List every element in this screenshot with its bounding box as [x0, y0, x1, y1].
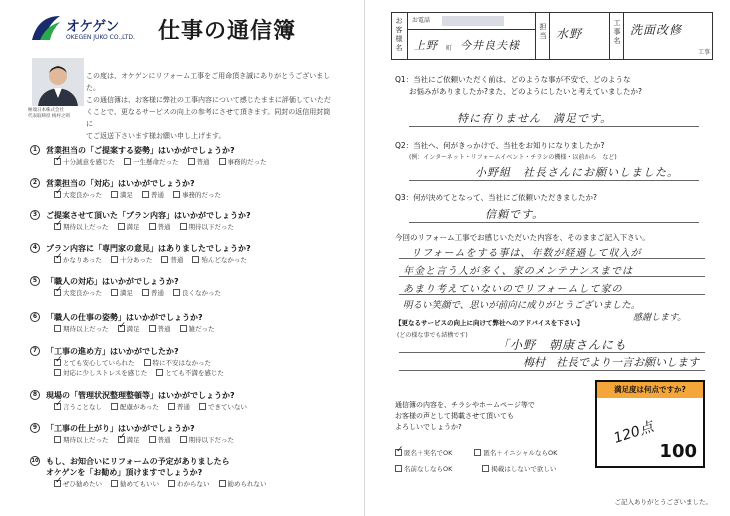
checked-box-icon[interactable]	[54, 403, 61, 410]
option-label: 名前なしならOK	[404, 465, 453, 473]
question-options	[54, 479, 276, 488]
option-checkbox[interactable]	[111, 479, 159, 488]
option-checkbox[interactable]	[118, 324, 140, 333]
q4-text: 今回のリフォーム工事でお感じいただいた内容を、そのままご記入下さい。	[395, 233, 650, 242]
question-options	[54, 402, 256, 411]
option-checkbox[interactable]	[474, 448, 557, 457]
option-label: 期待以上だった	[63, 325, 109, 333]
q2-answer: 小野組 社長さんにお願いしました。	[475, 166, 679, 179]
question-options	[54, 288, 230, 297]
customer-info-table	[391, 12, 713, 60]
question-number: 10	[31, 458, 39, 464]
option-checkbox[interactable]	[54, 288, 102, 297]
option-label: 普通	[151, 289, 164, 297]
option-checkbox[interactable]	[142, 288, 164, 297]
checkbox-icon[interactable]	[168, 480, 175, 487]
option-checkbox[interactable]	[180, 435, 235, 444]
checkbox-icon[interactable]	[173, 289, 180, 296]
option-label: 普通	[151, 191, 164, 199]
publish-line: 通信簿の内容を、チラシやホームページ等で	[395, 401, 535, 409]
caption-name: 代表取締役 梅村之則	[28, 114, 70, 119]
option-label: 事務的だった	[227, 158, 267, 166]
question-options	[54, 222, 243, 231]
intro-line: くことで、更なるサービスの向上の参考にさせて頂きます。同封の返信用封筒に	[86, 108, 331, 128]
option-checkbox[interactable]	[54, 255, 102, 264]
option-label: 期待以下だった	[188, 436, 234, 444]
option-label: ぜひ勧めたい	[63, 480, 102, 488]
question-text: 現場の「管理状況整理整頓等」はいかがでしょうか?	[46, 391, 235, 400]
checkbox-icon[interactable]	[118, 223, 125, 230]
answer-line	[399, 294, 705, 295]
option-label: 良くなかった	[182, 289, 221, 297]
option-label: とても安心していられた	[63, 359, 135, 367]
checkbox-icon[interactable]	[144, 359, 151, 366]
work-suffix: 工事	[697, 49, 710, 56]
answer-line	[399, 370, 705, 371]
option-label: できていない	[207, 403, 247, 411]
checkbox-icon[interactable]	[54, 369, 61, 376]
question-text: 「職人の仕事の姿勢」はいかがでしょうか?	[46, 313, 203, 322]
option-label: 普通	[157, 325, 171, 333]
option-checkbox[interactable]	[111, 255, 152, 264]
checkbox-icon[interactable]	[142, 289, 149, 296]
option-label: 事務的だった	[182, 191, 221, 199]
option-checkbox[interactable]	[111, 190, 133, 199]
option-label: 勧めてもいい	[120, 480, 159, 488]
option-label: 大変良かった	[63, 289, 102, 297]
staff-handwritten: 水野	[556, 27, 583, 41]
checkbox-icon[interactable]	[149, 325, 156, 332]
option-label: 配慮があった	[120, 403, 159, 411]
question-options	[54, 358, 220, 367]
question-number: 6	[30, 312, 40, 322]
intro-line: てご返送下さいます様お願い申し上げます。	[86, 132, 226, 140]
option-label: 大変良かった	[63, 191, 102, 199]
question-options	[54, 324, 224, 333]
checkbox-icon[interactable]	[111, 289, 118, 296]
q4-answer-line-3: あまり考えていないのでリフォームして家の	[403, 284, 623, 295]
checkbox-icon[interactable]	[124, 158, 131, 165]
checkbox-icon[interactable]	[149, 436, 156, 443]
option-checkbox[interactable]	[199, 402, 247, 411]
option-checkbox[interactable]	[54, 190, 102, 199]
customer-name-cell	[408, 13, 536, 59]
checked-box-icon[interactable]	[118, 436, 125, 443]
option-label: 満足	[120, 191, 133, 199]
option-label: 対応に少しストレスを感じた	[63, 369, 148, 377]
question-text-2: オケゲンを「お勧め」頂けますでしょうか?	[46, 468, 203, 477]
publish-line: よろしいでしょうか?	[395, 423, 462, 431]
option-label: 特に不安はなかった	[152, 359, 211, 367]
checkbox-icon[interactable]	[111, 480, 118, 487]
checkbox-icon[interactable]	[482, 465, 489, 472]
checked-box-icon[interactable]	[54, 158, 61, 165]
publish-question	[395, 400, 535, 433]
option-label: 十分あった	[119, 256, 153, 264]
q5-answer-line-2: 梅村 社長でより一言お願いします	[523, 356, 699, 369]
question-options	[54, 435, 243, 444]
checkbox-icon[interactable]	[474, 449, 481, 456]
phone-redacted	[442, 16, 504, 26]
checkbox-icon[interactable]	[111, 191, 118, 198]
q5-sub: (どの様な事でも結構です)	[397, 332, 468, 339]
option-checkbox[interactable]	[54, 324, 109, 333]
question-options	[54, 255, 256, 264]
town-handwritten: 上野	[414, 39, 438, 52]
checked-box-icon[interactable]	[54, 480, 61, 487]
option-checkbox[interactable]	[173, 288, 221, 297]
checkbox-icon[interactable]	[180, 436, 187, 443]
checkbox-icon[interactable]	[180, 325, 187, 332]
checkbox-icon[interactable]	[149, 223, 156, 230]
option-checkbox[interactable]	[192, 255, 247, 264]
option-label: 普通	[157, 223, 171, 231]
option-label: 勧められない	[227, 480, 267, 488]
work-handwritten: 洗面改修	[630, 23, 683, 37]
checkbox-icon[interactable]	[142, 191, 149, 198]
question-number: 4	[30, 243, 40, 253]
checkbox-icon[interactable]	[173, 191, 180, 198]
option-checkbox[interactable]	[54, 479, 102, 488]
q1-answer: 特に有りません 満足です。	[457, 112, 613, 125]
checkbox-icon[interactable]	[219, 480, 226, 487]
option-checkbox[interactable]	[149, 222, 171, 231]
option-checkbox[interactable]	[168, 479, 210, 488]
q4-answer-line-1: リフォームをする事は、年数が経過して収入が	[411, 248, 642, 259]
question-number: 1	[30, 145, 40, 155]
option-label: 普通	[157, 436, 171, 444]
question-text: ご提案させて頂いた「プラン内容」はいかがでしょうか?	[46, 211, 251, 220]
q4-answer-line-4: 明るい笑顔で、思いが前向に成りがとうございました。	[403, 300, 641, 311]
option-checkbox[interactable]	[161, 255, 183, 264]
option-checkbox[interactable]	[482, 464, 556, 473]
option-label: 匿名＋実名でOK	[404, 449, 453, 457]
satisfaction-handwritten-score: 120点	[611, 419, 656, 447]
option-label: 言うことなし	[63, 403, 102, 411]
checked-box-icon[interactable]	[395, 449, 402, 456]
checkbox-icon[interactable]	[54, 436, 61, 443]
checkbox-icon[interactable]	[168, 403, 175, 410]
staff-cell	[550, 13, 610, 59]
checkbox-icon[interactable]	[192, 256, 199, 263]
question-options-2	[54, 368, 233, 377]
option-checkbox[interactable]	[54, 157, 115, 166]
publish-line: お客様の声として掲載させて頂いても	[395, 412, 514, 420]
option-label: とても不満を感じた	[165, 369, 224, 377]
option-label: かなりあった	[63, 256, 102, 264]
right-page	[365, 0, 730, 516]
staff-label-cell	[536, 13, 550, 59]
option-label: 満足	[126, 223, 140, 231]
checkbox-icon[interactable]	[156, 369, 163, 376]
q3-text: Q3：何が決めてとなって、当社にご依頼いただきましたか?	[395, 193, 598, 202]
option-checkbox[interactable]	[219, 157, 267, 166]
customer-label: お客様名	[395, 17, 403, 52]
q4-answer-line-2: 年金と言う人が多く、家のメンテナンスまでは	[403, 266, 633, 277]
option-checkbox[interactable]	[144, 358, 212, 367]
option-label: 期待以上だった	[63, 436, 109, 444]
option-checkbox[interactable]	[168, 402, 190, 411]
staff-label: 担当	[539, 23, 547, 40]
president-portrait	[32, 58, 84, 106]
option-checkbox[interactable]	[111, 288, 133, 297]
option-checkbox[interactable]	[54, 402, 102, 411]
thanks-text: ご記入ありがとうございました。	[614, 498, 712, 506]
work-cell	[624, 13, 714, 59]
option-label: 満足	[120, 289, 133, 297]
option-checkbox[interactable]	[395, 448, 452, 457]
option-label: 普通	[170, 256, 184, 264]
q2-sub: (例：インターネット・リフォームイベント・チラシの機様・以前から など)	[409, 154, 617, 161]
option-checkbox[interactable]	[54, 435, 109, 444]
option-label: 期待以上だった	[63, 223, 109, 231]
option-checkbox[interactable]	[188, 157, 210, 166]
question-text: 「工事の進め方」はいかがでしたか?	[46, 347, 179, 356]
option-label: わからない	[177, 480, 210, 488]
question-number: 8	[30, 390, 40, 400]
person-icon	[32, 58, 84, 106]
answer-line	[399, 258, 705, 259]
question-text: 営業担当の「ご提案する姿勢」はいかがでしょうか?	[46, 146, 235, 155]
question-number: 5	[30, 276, 40, 286]
intro-line: この通信簿は、お客様に弊社の工事内容について感じたままに評価していただ	[86, 96, 331, 104]
satisfaction-max-score: 100	[659, 441, 697, 462]
option-checkbox[interactable]	[156, 368, 224, 377]
question-text: プラン内容に「専門家の意見」はありましたでしょうか?	[46, 244, 251, 253]
checked-box-icon[interactable]	[118, 325, 125, 332]
checkbox-icon[interactable]	[54, 325, 61, 332]
option-label: 匿名＋イニシャルならOK	[483, 449, 558, 457]
document-title: 仕事の通信簿	[158, 19, 297, 44]
checkbox-icon[interactable]	[395, 465, 402, 472]
caption-company: 極端日本株式会社	[28, 108, 64, 113]
answer-line	[409, 180, 699, 181]
option-checkbox[interactable]	[54, 368, 147, 377]
satisfaction-box	[595, 380, 705, 468]
option-checkbox[interactable]	[118, 435, 140, 444]
q2-text: Q2：当社へ、何がきっかけで、当社をお知りになりましたか?	[395, 141, 605, 150]
customer-label-cell	[392, 13, 408, 59]
question-options	[54, 157, 276, 166]
option-label: 一生懸命だった	[133, 158, 179, 166]
option-label: 十分誠意を感じた	[63, 158, 115, 166]
option-checkbox[interactable]	[54, 222, 109, 231]
customer-name-handwritten: 今井良夫様	[460, 39, 520, 52]
logo-text: オケゲン	[66, 19, 119, 35]
q3-answer: 信頼です。	[485, 208, 545, 221]
option-checkbox[interactable]	[219, 479, 267, 488]
checkbox-icon[interactable]	[111, 403, 118, 410]
answer-line	[409, 126, 699, 127]
checkbox-icon[interactable]	[199, 403, 206, 410]
option-checkbox[interactable]	[118, 222, 140, 231]
satisfaction-title: 満足度は何点ですか?	[597, 382, 703, 398]
option-checkbox[interactable]	[111, 402, 159, 411]
question-number: 7	[30, 346, 40, 356]
q1-text: Q1：当社にご依頼いただく前は、どのような事が不安で、どのような	[395, 75, 631, 84]
checkbox-icon[interactable]	[219, 158, 226, 165]
option-checkbox[interactable]	[395, 464, 452, 473]
checkbox-icon[interactable]	[161, 256, 168, 263]
answer-line	[409, 222, 699, 223]
q5-answer-line-1: 「小野 朝康さんにも	[497, 338, 628, 352]
q5-text: 【更なるサービスの向上に向けて弊社へのアドバイスを下さい】	[395, 319, 584, 327]
company-logo	[30, 14, 150, 48]
option-checkbox[interactable]	[180, 222, 235, 231]
intro-line: この度は、オケゲンにリフォーム工事をご用命頂き誠にありがとうございました。	[86, 72, 331, 92]
checked-box-icon[interactable]	[54, 289, 61, 296]
intro-text	[86, 70, 336, 142]
option-label: 満足	[126, 325, 140, 333]
checked-box-icon[interactable]	[54, 223, 61, 230]
work-label: 工事名	[613, 19, 621, 45]
publish-options-row-2	[395, 464, 586, 473]
question-number: 2	[30, 178, 40, 188]
logo-subtext: OKEGEN JUKO CO.,LTD.	[66, 34, 135, 41]
q1-text-2: お悩みがありましたか?また、どのようにしたいと考えていましたか?	[409, 87, 642, 96]
question-number: 3	[30, 210, 40, 220]
checkbox-icon[interactable]	[180, 223, 187, 230]
option-label: 雑だった	[188, 325, 215, 333]
question-text: 営業担当の「対応」はいかがでしょうか?	[46, 179, 195, 188]
option-checkbox[interactable]	[54, 358, 135, 367]
option-label: 普通	[176, 403, 190, 411]
option-label: 満足	[126, 436, 140, 444]
checkbox-icon[interactable]	[111, 256, 118, 263]
option-checkbox[interactable]	[142, 190, 164, 199]
answer-line	[399, 352, 705, 353]
answer-line	[399, 276, 705, 277]
option-checkbox[interactable]	[149, 324, 171, 333]
checked-box-icon[interactable]	[54, 359, 61, 366]
option-checkbox[interactable]	[180, 324, 215, 333]
question-text: もし、お知合いにリフォームの予定がありましたら	[46, 457, 230, 466]
work-label-cell	[610, 13, 624, 59]
question-text: 「職人の対応」はいかがでしょうか?	[46, 277, 179, 286]
checkbox-icon[interactable]	[188, 158, 195, 165]
q4-answer-line-5: 感謝します。	[633, 313, 687, 323]
option-label: 殆んどなかった	[201, 256, 247, 264]
option-checkbox[interactable]	[173, 190, 221, 199]
town-label: 町	[446, 45, 453, 52]
question-text: 「工事の仕上がり」はいかがでしょうか?	[46, 424, 195, 433]
option-checkbox[interactable]	[149, 435, 171, 444]
phone-label: お電話	[412, 17, 431, 24]
logo-mark-icon	[30, 14, 62, 42]
option-label: 期待以下だった	[188, 223, 234, 231]
question-options	[54, 190, 230, 199]
option-checkbox[interactable]	[124, 157, 179, 166]
option-label: 普通	[196, 158, 210, 166]
checked-box-icon[interactable]	[54, 191, 61, 198]
question-number: 9	[30, 423, 40, 433]
publish-options-row-1	[395, 448, 579, 457]
president-caption	[28, 108, 70, 120]
option-label: 掲載はしないで欲しい	[491, 465, 557, 473]
checked-box-icon[interactable]	[54, 256, 61, 263]
